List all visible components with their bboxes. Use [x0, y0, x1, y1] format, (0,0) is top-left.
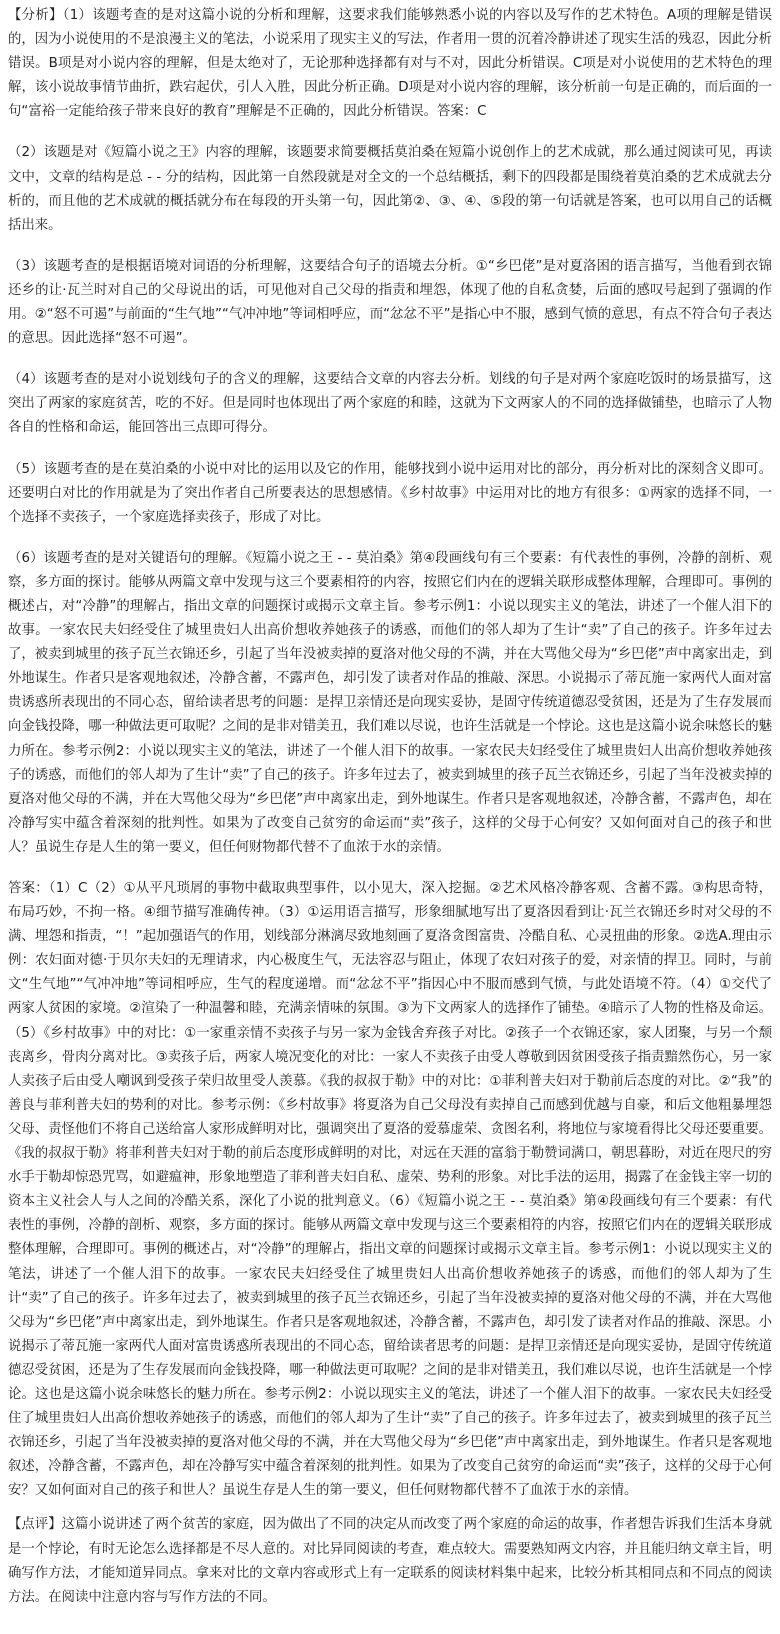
comment-section: 【点评】这篇小说讲述了两个贫苦的家庭，因为做出了不同的决定从而改变了两个家庭的命运的故事，作者想告诉我们生活本身就是一个悖论，有时无论怎么选择都是不尽人意的。对比异同阅读的考查，难点较大。需要熟知两文内容，并且能归纳文章主旨，明确写作方法，才能知道异同点。拿来对比的文章内容或形式上有一定联系的阅读材料集中起来，比较分析其相同点和不同点的阅读方法。在阅读中注意内容与写作方法的不同。 [8, 1517, 772, 1605]
spacer [8, 238, 772, 255]
answer-section: 答案：（1）C（2）①从平凡琐屑的事物中截取典型事件，以小见大，深入挖掘。②艺术风格冷静客观、含蓄不露。③构思奇特，布局巧妙，不拘一格。④细节描写准确传神。（3）①运用语言描写，形象细腻地写出了夏洛因看到让·瓦兰衣锦还乡时对父母的不满、埋怨和指责，“！”起加强语气的作用，划线部分淋漓尽致地刻画了夏洛贪图富贵、冷酷自私、心灵扭曲的形象。②选A.理由示例：农妇面对德·于贝尔夫妇的无理请求，内心极度生气，无法容忍与阻止，体现了农妇对孩子的爱，对亲情的捍卫。同时，与前文“生气地”“气冲冲地”等词相呼应，生气的程度递增。而“忿忿不平”指因心中不服而感到气愤，与此处语境不符。（4）①交代了两家人贫困的家境。②渲染了一种温馨和睦，充满亲情味的氛围。③为下文两家人的选择作了铺垫。④暗示了人物的性格及命运。（5）《乡村故事》中的对比：①一家重亲情不卖孩子与另一家为金钱舍弃孩子对比。②孩子一个衣锦还家，家人团聚，与另一个颓丧离乡，骨肉分离对比。③卖孩子后，两家人境况变化的对比：一家人不卖孩子由受人尊敬到因贫困受孩子指责黯然伤心，另一家人卖孩子后由受人嘲讽到受孩子荣归故里受人羡慕。《我的叔叔于勒》中的对比：①菲利普夫妇对于勒前后态度的对比。②“我”的善良与菲利普夫妇的势利的对比。参考示例：《乡村故事》将夏洛为自己父母没有卖掉自己而感到优越与自豪，和后文他粗暴埋怨父母、责怪他们不将自己送给富人家形成鲜明对比，强调突出了夏洛的爱慕虚荣、贪图名利，将地位与家境看得比父母还要重要。《我的叔叔于勒》将菲利普夫妇对于勒的前后态度形成鲜明的对比，对远在天涯的富翁于勒赞词满口，朝思暮盼，对近在咫尺的穷水手于勒却惊恐咒骂，如避瘟神，形象地塑造了菲利普夫妇自私、虚荣、势利的形象。对比手法的运用，揭露了在金钱主宰一切的资本主义社会人与人之间的冷酷关系，深化了小说的批判意义。（6）《短篇小说之王 - - 莫泊桑》第④段画线句有三个要素：有代表性的事例，冷静的剖析、观察，多方面的探讨。能够从两篇文章中发现与这三个要素相符的内容，按照它们内在的逻辑关联形成整体理解，合理即可。事例的概述占，对“冷静”的理解占，指出文章的问题探讨或揭示文章主旨。参考示例1：小说以现实主义的笔法，讲述了一个催人泪下的故事。一家农民夫妇经受住了城里贵妇人出高价想收养她孩子的诱惑，而他们的邻人却为了生计“卖”了自己的孩子。许多年过去了，被卖到城里的孩子瓦兰衣锦还乡，引起了当年没被卖掉的夏洛对他父母的不满，并在大骂他父母为“乡巴佬”声中离家出走，到外地谋生。作者只是客观地叙述，冷静含蓄，不露声色，却引发了读者对作品的推敲、深思。小说揭示了蒂瓦施一家两代人面对富贵诱惑所表现出的不同心态，留给读者思考的问题：是捍卫亲情还是向现实妥协，是固守传统道德忍受贫困，还是为了生存发展而向金钱投降，哪一种做法更可取呢？之间的是非对错美丑，我们难以尽说，也许生活就是一个悖论。这也是这篇小说余味悠长的魅力所在。参考示例2：小说以现实主义的笔法，讲述了一个催人泪下的故事。一家农民夫妇经受住了城里贵妇人出高价想收养她孩子的诱惑，而他们的邻人却为了生计“卖”了自己的孩子。许多年过去了，被卖到城里的孩子瓦兰衣锦还乡，引起了当年没被卖掉的夏洛对他父母的不满，并在大骂他父母为“乡巴佬”声中离家出走，到外地谋生。作者只是客观地叙述，冷静含蓄，不露声色，却在冷静写实中蕴含着深刻的批判性。如果为了改变自己贫穷的命运而“卖”孩子，这样的父母于心何安？又如何面对自己的孩子和世人？虽说生存是人生的第一要义，但任何财物都代替不了血浓于水的亲情。 [8, 881, 772, 1499]
spacer [8, 351, 772, 368]
analysis-part-4: （4）该题考查的是对小说划线句子的含义的理解，这要结合文章的内容去分析。划线的句子是对两个家庭吃饭时的场景描写，这突出了两家的家庭贫苦，吃的不好。但是同时也体现出了两个家庭的和睦，这就为下文两家人的不同的选择做铺垫，也暗示了人物各自的性格和命运，能回答出三点即可得分。 [8, 372, 772, 436]
analysis-part-3: （3）该题考查的是根据语境对词语的分析理解，这要结合句子的语境去分析。①“乡巴佬”是对夏洛困的语言描写，当他看到衣锦还乡的让·瓦兰时对自己的父母说出的话，可见他对自己父母的指责和埋怨，体现了他的自私贪婪，后面的感叹号起到了强调的作用。②“怒不可遏”与前面的“生气地”“气冲冲地”等词相呼应，而“忿忿不平”是指心中不服，感到气愤的意思，有点不符合句子表达的意思。因此选择“怒不可遏”。 [8, 258, 772, 347]
spacer [8, 441, 772, 458]
analysis-part-5: （5）该题考查的是在莫泊桑的小说中对比的运用以及它的作用，能够找到小说中运用对比的部分，再分析对比的深刻含义即可。还要明白对比的作用就是为了突出作者自己所要表达的思想感情。《乡村故事》中运用对比的地方有很多：①两家的选择不同，一个选择不卖孩子，一个家庭选择卖孩子，形成了对比。 [8, 461, 772, 525]
analysis-part-6: （6）该题考查的是对关键语句的理解。《短篇小说之王 - - 莫泊桑》第④段画线句有三个要素：有代表性的事例，冷静的剖析、观察，多方面的探讨。能够从两篇文章中发现与这三个要素相符的内容，按照它们内在的逻辑关联形成整体理解，合理即可。事例的概述占，对“冷静”的理解占，指出文章的问题探讨或揭示文章主旨。参考示例1：小说以现实主义的笔法，讲述了一个催人泪下的故事。一家农民夫妇经受住了城里贵妇人出高价想收养她孩子的诱惑，而他们的邻人却为了生计“卖”了自己的孩子。许多年过去了，被卖到城里的孩子瓦兰衣锦还乡，引起了当年没被卖掉的夏洛对他父母的不满，并在大骂他父母为“乡巴佬”声中离家出走，到外地谋生。作者只是客观地叙述，冷静含蓄，不露声色，却引发了读者对作品的推敲、深思。小说揭示了蒂瓦施一家两代人面对富贵诱惑所表现出的不同心态，留给读者思考的问题：是捍卫亲情还是向现实妥协，是固守传统道德忍受贫困，还是为了生存发展而向金钱投降，哪一种做法更可取呢？之间的是非对错美丑，我们难以尽说，也许生活就是一个悖论。这也是这篇小说余味悠长的魅力所在。参考示例2：小说以现实主义的笔法，讲述了一个催人泪下的故事。一家农民夫妇经受住了城里贵妇人出高价想收养她孩子的诱惑，而他们的邻人却为了生计“卖”了自己的孩子。许多年过去了，被卖到城里的孩子瓦兰衣锦还乡，引起了当年没被卖掉的夏洛对他父母的不满，并在大骂他父母为“乡巴佬”声中离家出走，到外地谋生。作者只是客观地叙述，冷静含蓄，不露声色，却在冷静写实中蕴含着深刻的批判性。如果为了改变自己贫穷的命运而“卖”孩子，这样的父母于心何安？又如何面对自己的孩子和世人？虽说生存是人生的第一要义，但任何财物都代替不了血浓于水的亲情。 [8, 550, 772, 855]
spacer [8, 124, 772, 141]
spacer [8, 860, 772, 877]
analysis-part-2: （2）该题是对《短篇小说之王》内容的理解，该题要求简要概括莫泊桑在短篇小说创作上的艺术成就，那么通过阅读可见，再读文中，文章的结构是总 - - 分的结构，因此第一自然段就是对全文的一个总结概括，剩下的四段都是围绕着莫泊桑的艺术成就去分析的，而且他的艺术成就的概括就分布在每段的开头第一句，因此第②、③、④、⑤段的第一句话就是答案，也可以用自己的话概括出来。 [8, 145, 772, 233]
analysis-part-1: 【分析】（1）该题考查的是对这篇小说的分析和理解，这要求我们能够熟悉小说的内容以及写作的艺术特色。A项的理解是错误的，因为小说使用的不是浪漫主义的笔法，小说采用了现实主义的写法，作者用一贯的沉着冷静讲述了现实生活的残忍，因此分析错误。B项是对小说内容的理解，但是太绝对了，无论那种选择都有对与不对，因此分析错误。C项是对小说使用的艺术特色的理解，该小说故事情节曲折，跌宕起伏，引人入胜，因此分析正确。D项是对小说内容的理解，该分析前一句是正确的，而后面的一句“富裕一定能给孩子带来良好的教育”理解是不正确的，因此分析错误。答案：C [8, 8, 772, 120]
spacer [8, 1503, 772, 1513]
spacer [8, 530, 772, 547]
